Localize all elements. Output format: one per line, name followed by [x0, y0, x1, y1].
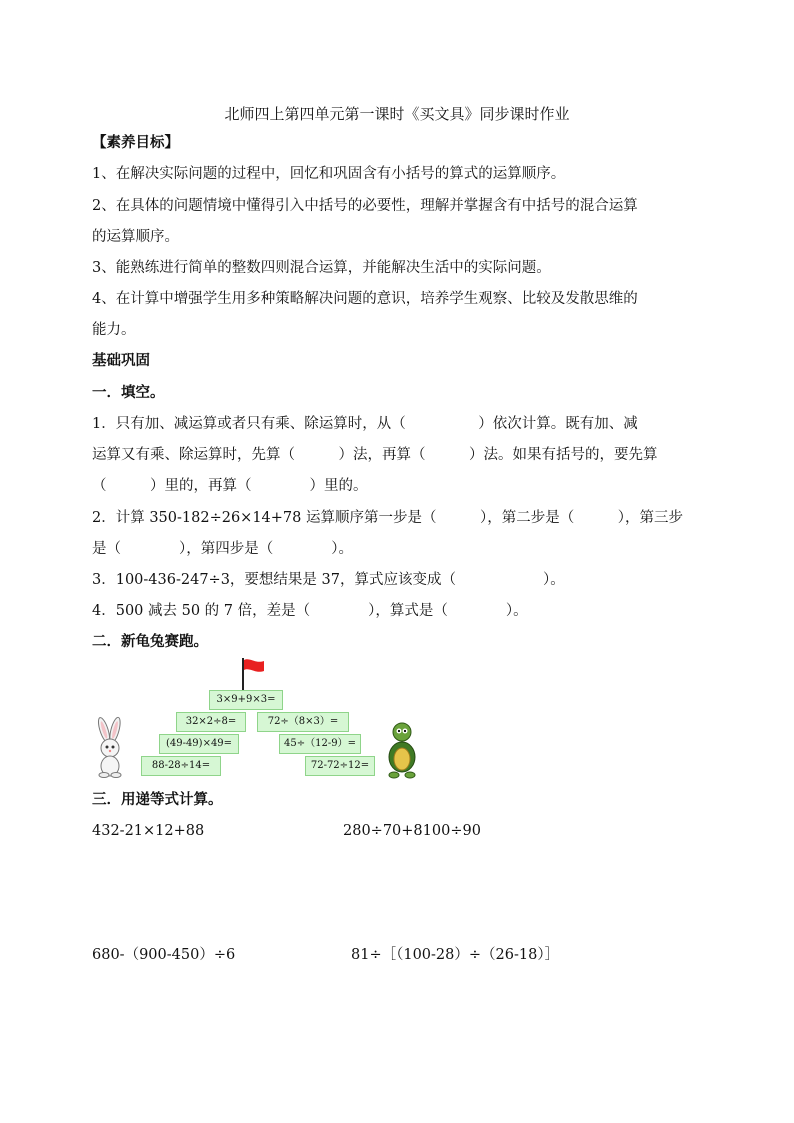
race-box: 72÷（8×3）=	[257, 712, 349, 732]
goal-line: 4、在计算中增强学生用多种策略解决问题的意识，培养学生观察、比较及发散思维的	[92, 291, 638, 307]
calc-problem: 432-21×12+88	[92, 823, 205, 839]
section3-heading: 三．用递等式计算。	[92, 791, 223, 808]
race-box: 88-28÷14=	[141, 756, 221, 776]
fill-line: 1．只有加、减运算或者只有乘、除运算时，从（ ）依次计算。既有加、减	[92, 416, 638, 432]
section2-heading: 二．新龟兔赛跑。	[92, 633, 208, 650]
rabbit-icon	[90, 716, 132, 778]
race-box: 45÷（12-9）=	[279, 734, 361, 754]
flag-icon	[236, 656, 272, 692]
fill-line: 4．500 减去 50 的 7 倍，差是（ ），算式是（ ）。	[92, 603, 528, 619]
calc-problem: 680-（900-450）÷6	[92, 947, 236, 963]
goal-line: 的运算顺序。	[92, 229, 179, 245]
fill-line: （ ）里的，再算（ ）里的。	[92, 478, 368, 494]
fill-line: 2．计算 350-182÷26×14+78 运算顺序第一步是（ ），第二步是（ ），第三步	[92, 510, 683, 526]
goal-line: 能力。	[92, 322, 136, 338]
goals-heading: 【素养目标】	[92, 134, 179, 151]
fill-line: 是（ ），第四步是（ ）。	[92, 541, 353, 557]
fill-line: 运算又有乘、除运算时，先算（ ）法，再算（ ）法。如果有括号的，要先算	[92, 447, 658, 463]
goal-line: 2、在具体的问题情境中懂得引入中括号的必要性，理解并掌握含有中括号的混合运算	[92, 198, 638, 214]
page-title: 北师四上第四单元第一课时《买文具》同步课时作业	[224, 105, 570, 123]
goal-line: 1、在解决实际问题的过程中，回忆和巩固含有小括号的算式的运算顺序。	[92, 166, 566, 182]
race-box: (49-49)×49=	[159, 734, 239, 754]
calc-problem: 81÷［（100-28）÷（26-18）］	[351, 947, 560, 963]
basic-heading: 基础巩固	[92, 352, 150, 369]
section1-heading: 一．填空。	[92, 384, 165, 401]
turtle-icon	[384, 721, 422, 779]
calc-problem: 280÷70+8100÷90	[343, 823, 481, 839]
fill-line: 3．100-436-247÷3，要想结果是 37，算式应该变成（ ）。	[92, 572, 565, 588]
race-box: 3×9+9×3=	[209, 690, 283, 710]
goal-line: 3、能熟练进行简单的整数四则混合运算，并能解决生活中的实际问题。	[92, 260, 551, 276]
race-box: 32×2÷8=	[176, 712, 246, 732]
race-box: 72-72÷12=	[305, 756, 375, 776]
